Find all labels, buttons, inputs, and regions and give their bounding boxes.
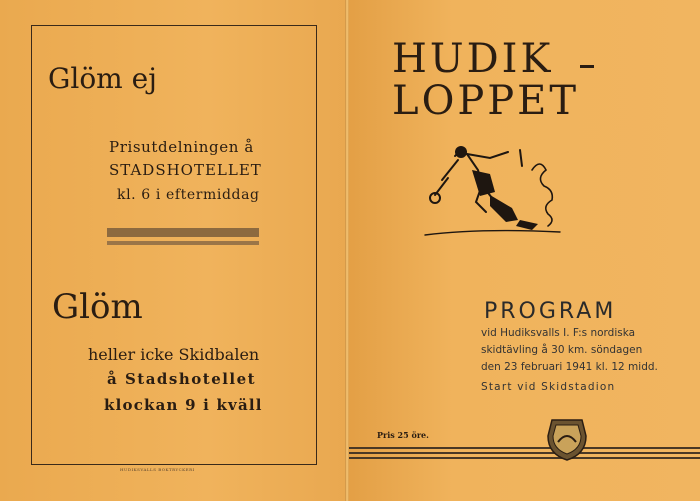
bottom-rule (349, 452, 700, 454)
hotel-line: STADSHOTELLET (109, 161, 262, 179)
divider-bar (107, 228, 259, 237)
ball-venue-line: å Stadshotellet (107, 370, 257, 388)
divider-bar-thin (107, 241, 259, 245)
prize-line: Prisutdelningen å (109, 138, 254, 156)
printer-imprint: HUDIKSVALLS BOKTRYCKERI (120, 467, 195, 472)
ball-time-line: klockan 9 i kväll (104, 396, 263, 414)
start-location: Start vid Skidstadion (481, 381, 616, 393)
hudiksvalls-if-crest-icon (544, 416, 590, 462)
price-label: Pris 25 öre. (377, 430, 429, 440)
bottom-rule (349, 447, 700, 449)
program-heading: PROGRAM (484, 299, 617, 324)
bottom-rule (349, 457, 700, 459)
time-line: kl. 6 i eftermiddag (117, 187, 260, 203)
description-line-1: vid Hudiksvalls I. F:s nordiska (481, 327, 636, 339)
heading-glom-ej: Glöm ej (48, 62, 157, 95)
skier-illustration-icon (420, 140, 570, 240)
description-line-2: skidtävling å 30 km. söndagen (481, 344, 643, 356)
ball-line: heller icke Skidbalen (88, 345, 260, 364)
page-fold (345, 0, 349, 501)
heading-glom: Glöm (52, 287, 143, 327)
title-line-2: LOPPET (392, 78, 580, 124)
title-hyphen (580, 65, 594, 68)
title-line-1: HUDIK (392, 36, 554, 82)
description-line-3: den 23 februari 1941 kl. 12 midd. (481, 361, 658, 373)
